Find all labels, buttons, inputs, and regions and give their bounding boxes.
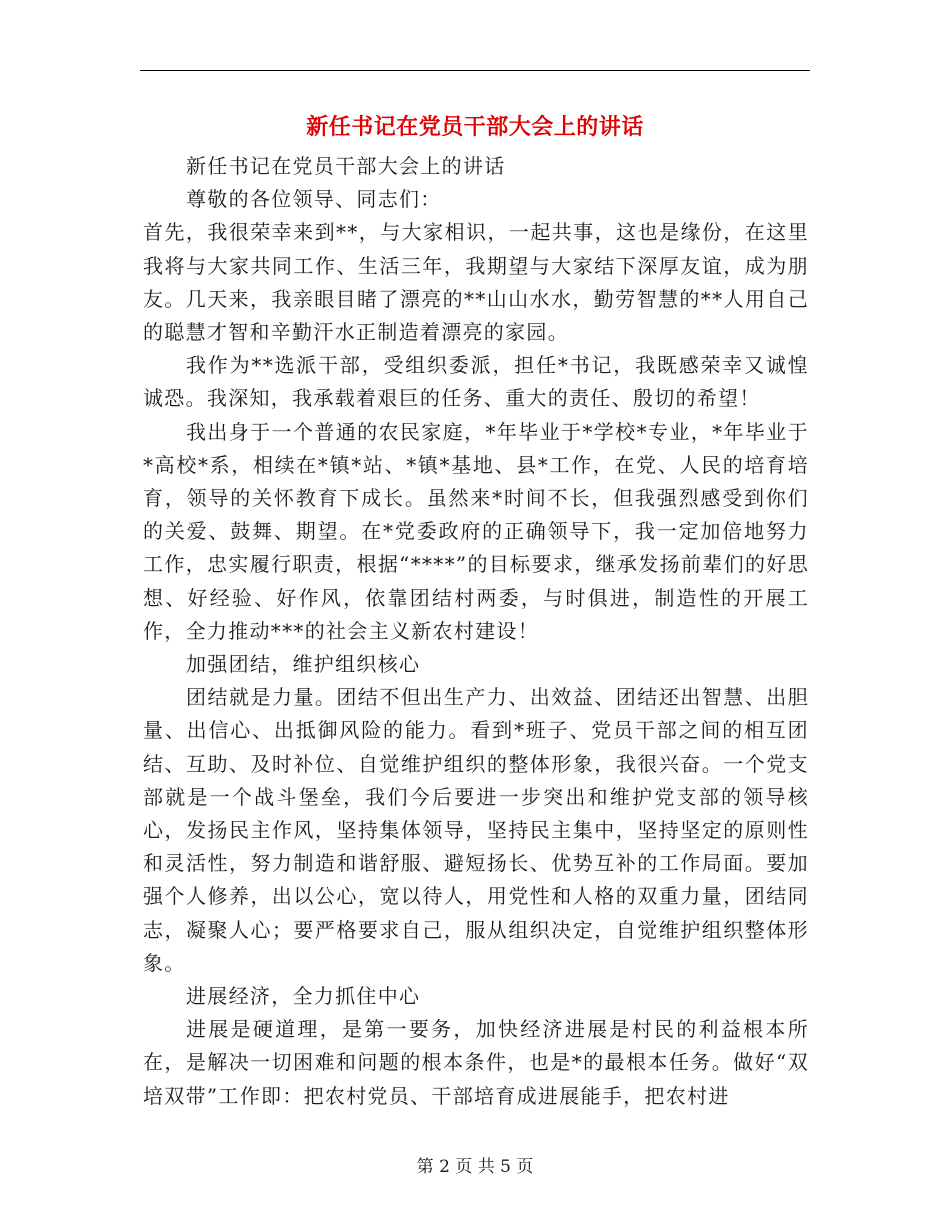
paragraph: 我作为**选派干部，受组织委派，担任*书记，我既感荣幸又诚惶诚恐。我深知，我承载着艰巨的任务、重大的责任、殷切的希望！ xyxy=(143,353,809,411)
header-rule xyxy=(140,70,810,71)
paragraph: 首先，我很荣幸来到**，与大家相识，一起共事，这也是缘份，在这里我将与大家共同工作、生活三年，我期望与大家结下深厚友谊，成为朋友。几天来，我亲眼目睹了漂亮的**山山水水，勤劳智慧的**人用自己的聪慧才智和辛勤汗水正制造着漂亮的家园。 xyxy=(143,220,809,345)
paragraph: 尊敬的各位领导、同志们： xyxy=(186,187,442,212)
paragraph: 我出身于一个普通的农民家庭，*年毕业于*学校*专业，*年毕业于*高校*系，相续在*镇*站、*镇*基地、县*工作，在党、人民的培育培育，领导的关怀教育下成长。虽然来*时间不长，但我强烈感受到你们的关爱、鼓舞、期望。在*党委政府的正确领导下，我一定加倍地努力工作，忠实履行职责，根据“****”的目标要求，继承发扬前辈们的好思想、好经验、好作风，依靠团结村两委，与时俱进，制造性的开展工作，全力推动***的社会主义新农村建设！ xyxy=(143,419,809,643)
paragraph: 团结就是力量。团结不但出生产力、出效益、团结还出智慧、出胆量、出信心、出抵御风险的能力。看到*班子、党员干部之间的相互团结、互助、及时补位、自觉维护组织的整体形象，我很兴奋。一个党支部就是一个战斗堡垒，我们今后要进一步突出和维护党支部的领导核心，发扬民主作风，坚持集体领导，坚持民主集中，坚持坚定的原则性和灵活性，努力制造和谐舒服、避短扬长、优势互补的工作局面。要加强个人修养，出以公心，宽以待人，用党性和人格的双重力量，团结同志，凝聚人心；要严格要求自己，服从组织决定，自觉维护组织整体形象。 xyxy=(143,685,809,975)
paragraph: 进展是硬道理，是第一要务，加快经济进展是村民的利益根本所在，是解决一切困难和问题的根本条件，也是*的最根本任务。做好“双培双带”工作即：把农村党员、干部培育成进展能手，把农村进 xyxy=(143,1017,809,1108)
document-body xyxy=(143,150,809,1113)
page-number-footer: 第 2 页 共 5 页 xyxy=(416,1157,534,1177)
document-title: 新任书记在党员干部大会上的讲话 xyxy=(306,114,644,140)
section-heading: 进展经济，全力抓住中心 xyxy=(186,984,421,1009)
section-heading: 加强团结，维护组织核心 xyxy=(186,652,421,677)
paragraph: 新任书记在党员干部大会上的讲话 xyxy=(186,154,506,178)
